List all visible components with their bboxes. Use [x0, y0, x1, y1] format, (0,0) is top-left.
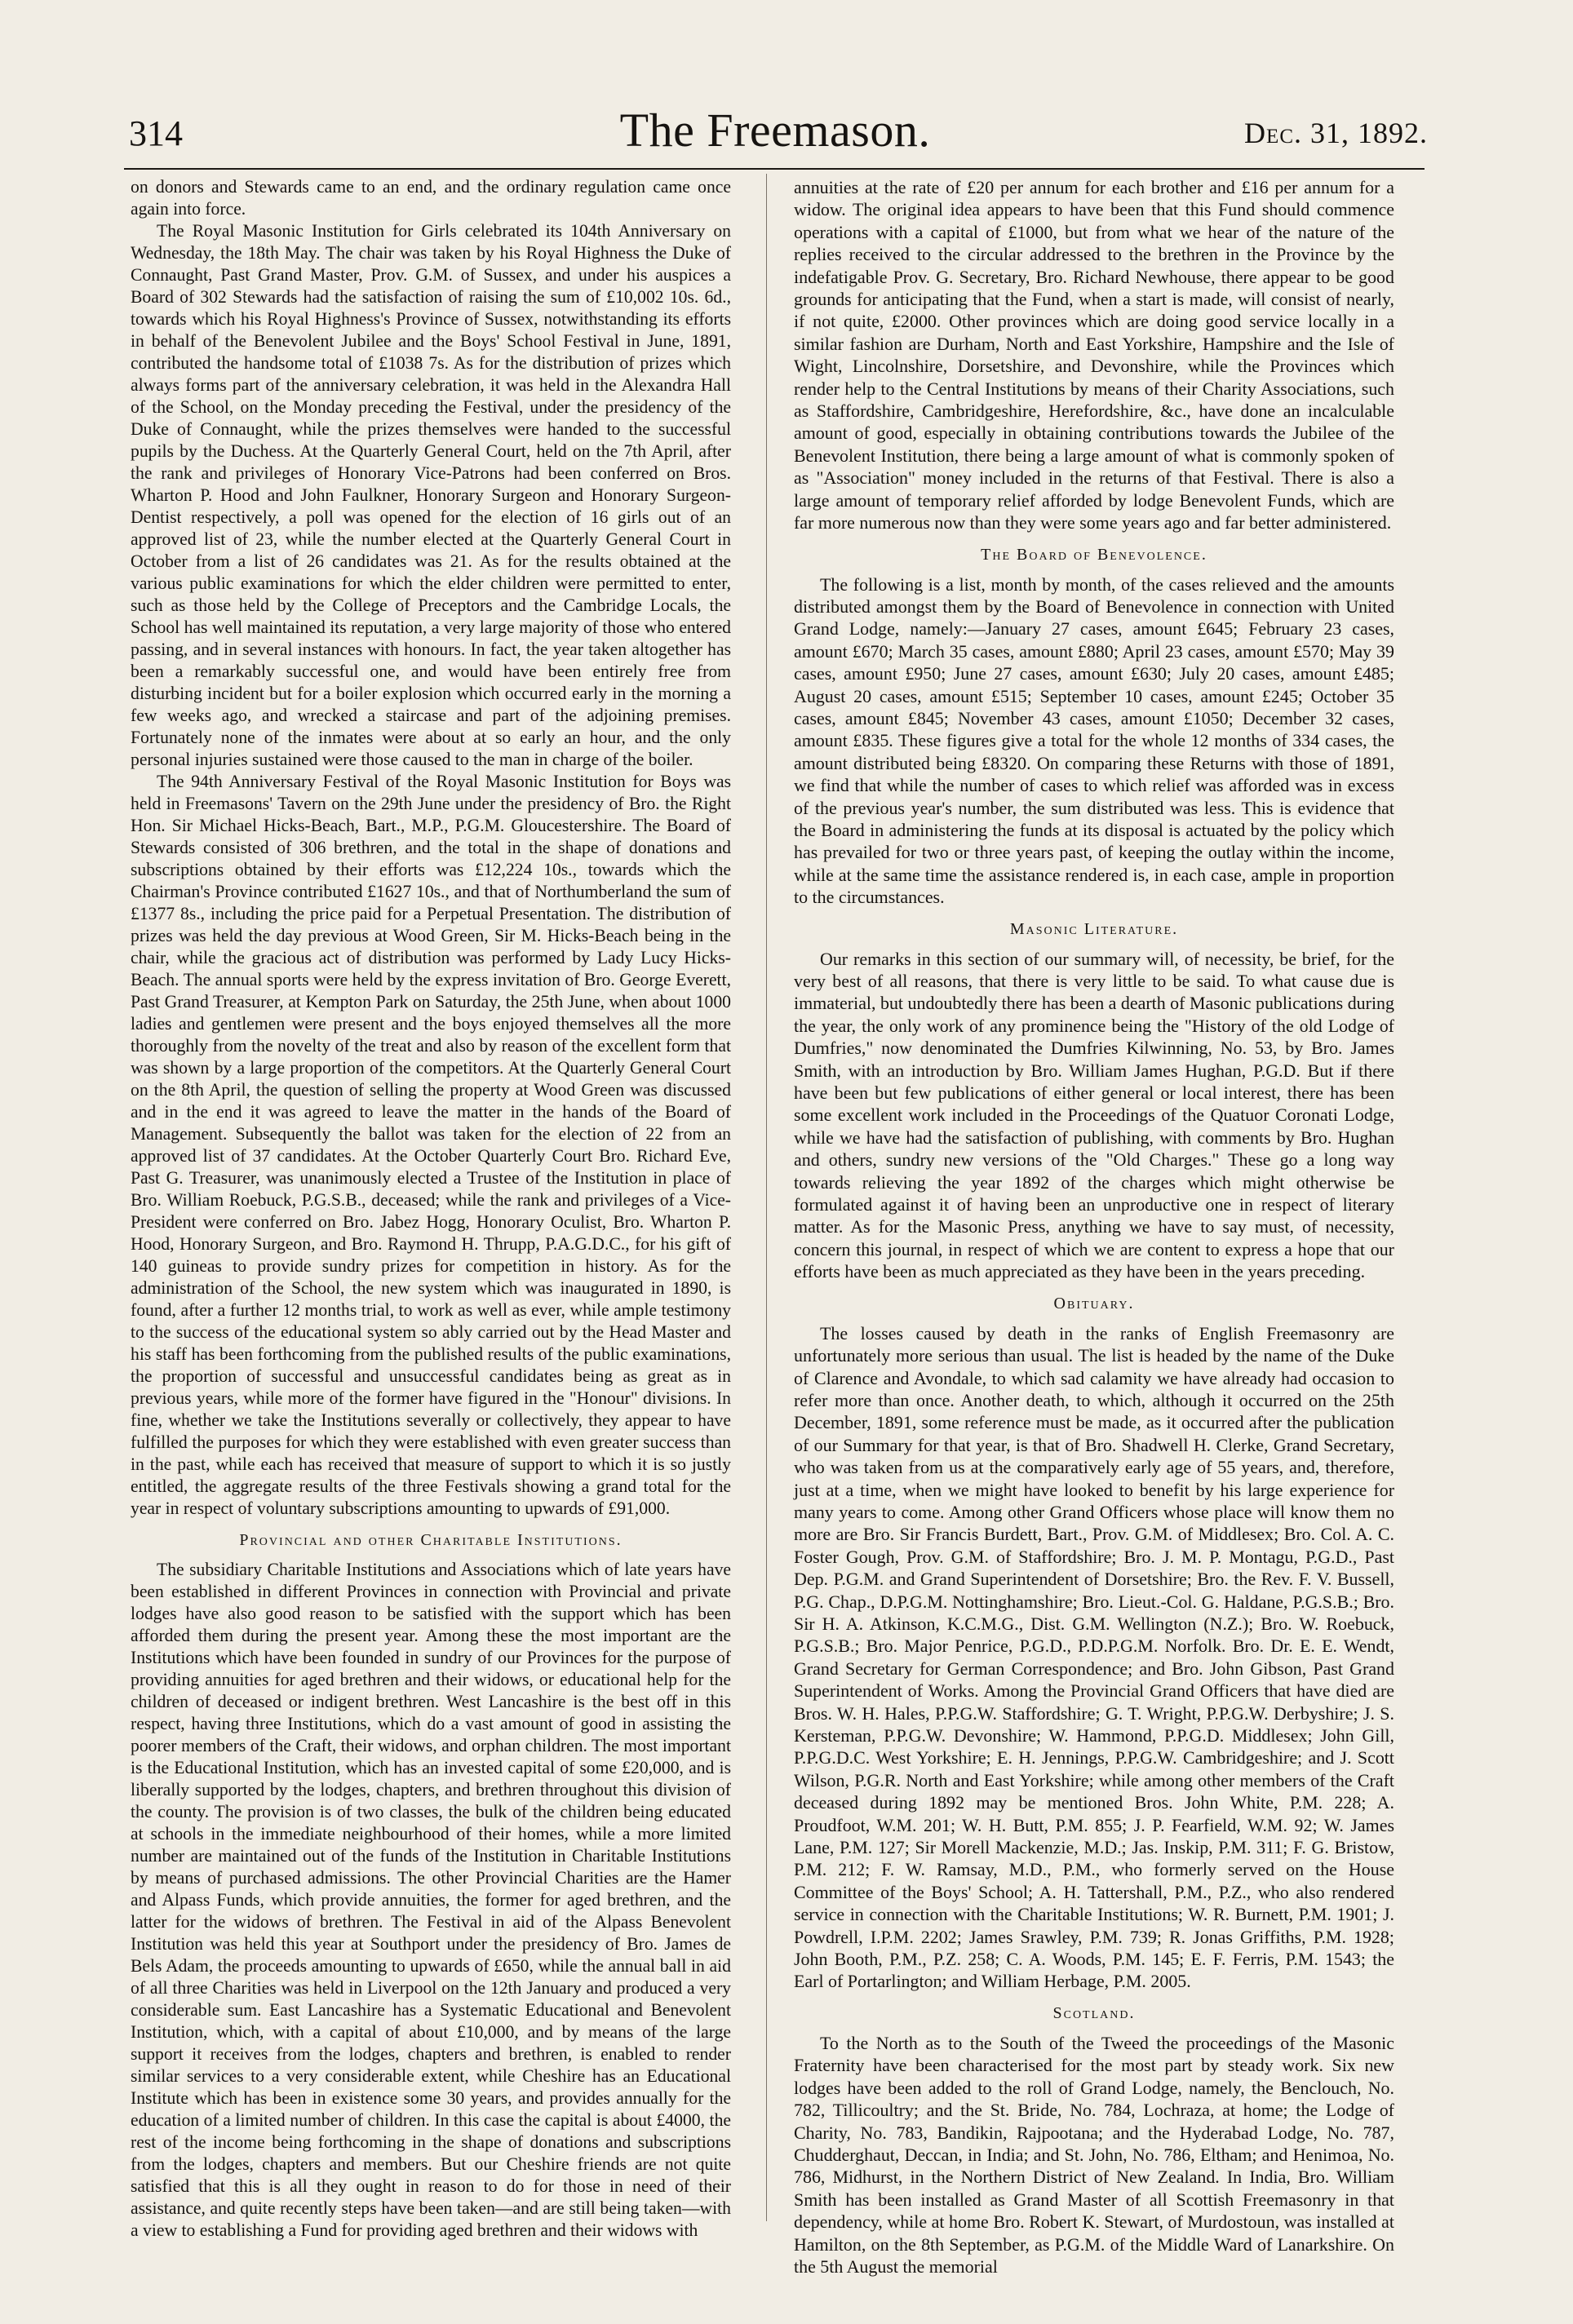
header-rule [124, 168, 1425, 170]
publication-title: The Freemason. [619, 104, 931, 157]
section-heading-literature: Masonic Literature. [1009, 919, 1179, 938]
left-column [131, 176, 731, 2242]
provincial-charities-paragraph: The subsidiary Charitable Institutions and Associations which of late years have been established in different Provinces in connection with Provincial and private lodges have also good reason to be satisfied with the support which has been afforded them during the present year. Among these the most important are the Institutions which have been founded in sundry of our Provinces for the purpose of providing annuities for aged brethren and their widows, or educational help for the children of deceased or indigent brethren. West Lancashire is the best off in this respect, having three Institutions, which do a vast amount of good in assisting the poorer members of the Craft, their widows, and orphan children. The most important is the Educational Institution, which has an invested capital of some £20,000, and is liberally supported by the lodges, chapters, and brethren throughout this division of the county. The provision is of two classes, the bulk of the children being educated at schools in the immediate neighbourhood of their homes, while a more limited number are maintained out of the funds of the Institution in Charitable Institutions by means of purchased admissions. The other Provincial Charities are the Hamer and Alpass Funds, which provide annuities, the former for aged brethren, and the latter for the widows of brethren. The Festival in aid of the Alpass Benevolent Institution was held this year at Southport under the presidency of Bro. James de Bels Adam, the proceeds amounting to upwards of £650, while the annual ball in aid of all three Charities was held in Liverpool on the 12th January and produced a very considerable sum. East Lancashire has a Systematic Educational and Benevolent Institution, which, with a capital of about £10,000, and by means of the large support it receives from the lodges, chapters and brethren, is enabled to render similar services to a very considerable extent, while Cheshire has an Educational Institute which has been in existence some 30 years, and provides annually for the education of a limited number of children. In this case the capital is about £4000, the rest of the income being forthcoming in the shape of donations and subscriptions from the lodges, chapters and members. But our Cheshire friends are not quite satisfied that this is all they ought in reason to do for those in need of their assistance, and quite recently steps have been taken—and are still being taken—with a view to establishing a Fund for providing aged brethren and their widows with [131, 1560, 731, 2240]
annuities-paragraph: annuities at the rate of £20 per annum for each brother and £16 per annum for a widow. The original idea appears to have been that this Fund should commence operations with a capital of £1000, but from what we hear of the nature of the replies received to the circular addressed to the brethren in the Province by the indefatigable Prov. G. Secretary, Bro. Richard Newhouse, there appear to be good grounds for anticipating that the Fund, when a start is made, will consist of nearly, if not quite, £2000. Other provinces which are doing good service locally in a similar fashion are Durham, North and East Yorkshire, Hampshire and the Isle of Wight, Lincolnshire, Dorsetshire, and Devonshire, while the Provinces which render help to the Central Institutions by means of their Charity Associations, such as Staffordshire, Cambridgeshire, Herefordshire, &c., have done an incalculable amount of good, especially in obtaining contributions towards the Jubilee of the Benevolent Institution, there being a large amount of what is commonly spoken of as "Association" money included in the returns of that Festival. There is also a large amount of temporary relief afforded by lodge Benevolent Funds, which are far more numerous now than they were some years ago and far better administered. [794, 177, 1394, 533]
obituary-paragraph: The losses caused by death in the ranks of English Freemasonry are unfortunately more serious than usual. The list is headed by the name of the Duke of Clarence and Avondale, to which sad calamity we have already had occasion to refer more than once. Another death, to which, although it occurred on the 25th December, 1891, some reference must be made, as it occurred after the publication of our Summary for that year, is that of Bro. Shadwell H. Clerke, Grand Secretary, who was taken from us at the comparatively early age of 55 years, and, therefore, just at a time, when we might have looked to benefit by his large experience for many years to come. Among other Grand Officers whose place will know them no more are Bro. Sir Francis Burdett, Bart., Prov. G.M. of Middlesex; Bro. Col. A. C. Foster Gough, Prov. G.M. of Staffordshire; Bro. J. M. P. Montagu, P.G.D., Past Dep. P.G.M. and Grand Superintendent of Dorsetshire; Bro. the Rev. F. V. Bussell, P.G. Chap., D.P.G.M. Nottinghamshire; Bro. Lieut.-Col. G. Haldane, P.G.S.B.; Bro. Sir H. A. Atkinson, K.C.M.G., Dist. G.M. Wellington (N.Z.); Bro. W. Roebuck, P.G.S.B.; Bro. Major Penrice, P.G.D., P.D.P.G.M. Norfolk. Bro. Dr. E. E. Wendt, Grand Secretary for German Correspondence; and Bro. John Gibson, Past Grand Superintendent of Works. Among the Provincial Grand Officers that have died are Bros. W. H. Hales, P.P.G.W. Staffordshire; G. T. Wright, P.P.G.W. Derbyshire; J. S. Kersteman, P.P.G.W. Devonshire; W. Hammond, P.P.G.D. Middlesex; John Gill, P.P.G.D.C. West Yorkshire; E. H. Jennings, P.P.G.W. Cambridgeshire; and J. Scott Wilson, P.G.R. North and East Yorkshire; while among other members of the Craft deceased during 1892 may be mentioned Bros. John White, P.M. 228; A. Proudfoot, W.M. 201; W. H. Butt, P.M. 855; J. P. Fearfield, W.M. 92; W. James Lane, P.M. 127; Sir Morell Mackenzie, M.D.; Jas. Inskip, P.M. 311; F. G. Bristow, P.M. 212; F. W. Ramsay, M.D., P.M., who formerly served on the House Committee of the Boys' School; A. H. Tattershall, P.M., P.Z., who also rendered service in connection with the Charitable Institutions; W. R. Burnett, P.M. 1901; J. Powdrell, I.P.M. 2202; James Srawley, P.M. 739; R. Jonas Griffiths, P.M. 1928; John Booth, P.M., P.Z. 258; C. A. Woods, P.M. 145; E. F. Ferris, P.M. 1543; the Earl of Portarlington; and William Herbage, P.M. 2005. [794, 1322, 1394, 1992]
page-number: 314 [129, 113, 183, 153]
masthead [122, 104, 1428, 162]
section-heading-obituary: Obituary. [1053, 1294, 1135, 1313]
section-heading-provincial: Provincial and other Charitable Institutions. [239, 1531, 623, 1549]
right-column [794, 176, 1394, 2278]
board-paragraph: The following is a list, month by month, of the cases relieved and the amounts distributed amongst them by the Board of Benevolence in connection with United Grand Lodge, namely:—January 27 cases, amount £645; February 23 cases, amount £670; March 35 cases, amount £880; April 23 cases, amount £570; May 39 cases, amount £950; June 27 cases, amount £630; July 20 cases, amount £485; August 20 cases, amount £515; September 10 cases, amount £245; October 35 cases, amount £845; November 43 cases, amount £1050; December 32 cases, amount £835. These figures give a total for the whole 12 months of 334 cases, the amount distributed being £8320. On comparing these Returns with those of 1891, we find that while the number of cases to which relief was afforded was in excess of the previous year's number, the sum distributed was less. This is evidence that the Board in administering the funds at its disposal is actuated by the policy which has prevailed for two or three years past, of keeping the outlay within the income, while at the same time the assistance rendered is, in each case, ample in proportion to the circumstances. [794, 573, 1394, 908]
column-divider [766, 174, 767, 2221]
section-heading-scotland: Scotland. [1052, 2003, 1136, 2022]
continued-paragraph: on donors and Stewards came to an end, and the ordinary regulation came once again into force. [131, 177, 731, 219]
literature-paragraph: Our remarks in this section of our summary will, of necessity, be brief, for the very best of all reasons, that there is very little to be said. To what cause due is immaterial, but undoubtedly there has been a dearth of Masonic publications during the year, the only work of any prominence being the "History of the old Lodge of Dumfries," now denominated the Dumfries Kilwinning, No. 53, by Bro. James Smith, with an introduction by Bro. William James Hughan, P.G.D. But if there have been but few publications of either general or local interest, there has been some excellent work included in the Proceedings of the Quatuor Coronati Lodge, while we have had the satisfaction of publishing, with comments by Bro. Hughan and others, sundry new versions of the "Old Charges." These go a long way towards relieving the year 1892 of the charges which might otherwise be formulated against it of having been an unproductive one in respect of literary matter. As for the Masonic Press, anything we have to say must, of necessity, concern this journal, in respect of which we are content to express a hope that our efforts have been as much appreciated as they have been in the years preceding. [794, 948, 1394, 1282]
issue-date: Dec. 31, 1892. [1244, 117, 1428, 149]
section-heading-board: The Board of Benevolence. [981, 545, 1207, 564]
scotland-paragraph: To the North as to the South of the Tweed the proceedings of the Masonic Fraternity have been characterised for the most part by steady work. Six new lodges have been added to the roll of Grand Lodge, namely, the Benclouch, No. 782, Tillicoultry; and the St. Bride, No. 784, Lochraza, at home; the Lodge of Charity, No. 783, Bandikin, Rajpootana; and the Hyderabad Lodge, No. 787, Chudderghaut, Deccan, in India; and St. John, No. 786, Eltham; and Henimoa, No. 786, Midhurst, in the Northern District of New Zealand. In India, Bro. William Smith has been installed as Grand Master of all Scottish Freemasonry in that dependency, while at home Bro. Robert K. Stewart, of Murdostoun, was installed at Hamilton, on the 8th September, as P.G.M. of the Middle Ward of Lanarkshire. On the 5th August the memorial [794, 2032, 1394, 2277]
boys-school-paragraph: The 94th Anniversary Festival of the Royal Masonic Institution for Boys was held in Freemasons' Tavern on the 29th June under the presidency of Bro. the Right Hon. Sir Michael Hicks-Beach, Bart., M.P., P.G.M. Gloucestershire. The Board of Stewards consisted of 306 brethren, and the total in the shape of donations and subscriptions obtained by their efforts was £12,224 10s., towards which the Chairman's Province contributed £1627 10s., and that of Northumberland the sum of £1377 8s., including the price paid for a Perpetual Presentation. The distribution of prizes was held the day previous at Wood Green, Sir M. Hicks-Beach being in the chair, while the gracious act of distribution was performed by Lady Lucy Hicks-Beach. The annual sports were held by the express invitation of Bro. George Everett, Past Grand Treasurer, at Kempton Park on Saturday, the 25th June, when about 1000 ladies and gentlemen were present and the boys enjoyed themselves all the more thoroughly from the novelty of the treat and also by reason of the excellent form that was shown by a large proportion of the competitors. At the Quarterly General Court on the 8th April, the question of selling the property at Wood Green was discussed and in the end it was agreed to leave the matter in the hands of the Board of Management. Subsequently the ballot was taken for the election of 22 from an approved list of 37 candidates. At the October Quarterly Court Bro. Richard Eve, Past G. Treasurer, was unanimously elected a Trustee of the Institution in place of Bro. William Roebuck, P.G.S.B., deceased; while the rank and privileges of a Vice-President were conferred on Bro. Jabez Hogg, Honorary Oculist, Bro. Wharton P. Hood, Honorary Surgeon, and Bro. Raymond H. Thrupp, P.A.G.D.C., for his gift of 140 guineas to provide sundry prizes for competition in history. As for the administration of the School, the new system which was inaugurated in 1890, is found, after a further 12 months trial, to work as well as ever, while ample testimony to the success of the educational system so ably carried out by the Head Master and his staff has been forthcoming from the published results of the public examinations, the proportion of successful and unsuccessful candidates being as great as in previous years, while more of the former have figured in the "Honour" divisions. In fine, whether we take the Institutions severally or collectively, they appear to have fulfilled the purposes for which they were established with even greater success than in the past, while each has received that measure of support to which it is so justly entitled, the aggregate results of the three Festivals showing a grand total for the year in respect of voluntary subscriptions amounting to upwards of £91,000. [131, 772, 731, 1518]
girls-school-paragraph: The Royal Masonic Institution for Girls celebrated its 104th Anniversary on Wednesday, the 18th May. The chair was taken by his Royal Highness the Duke of Connaught, Past Grand Master, Prov. G.M. of Sussex, and under his auspices a Board of 302 Stewards had the satisfaction of raising the sum of £10,002 10s. 6d., towards which his Royal Highness's Province of Sussex, notwithstanding its efforts in behalf of the Benevolent Jubilee and the Boys' School Festival in June, 1891, contributed the handsome total of £1038 7s. As for the distribution of prizes which always forms part of the anniversary celebration, it was held in the Alexandra Hall of the School, on the Monday preceding the Festival, under the presidency of the Duke of Connaught, while the prizes themselves were handed to the successful pupils by the Duchess. At the Quarterly General Court, held on the 7th April, after the rank and privileges of Honorary Vice-Patrons had been conferred on Bros. Wharton P. Hood and John Faulkner, Honorary Surgeon and Honorary Surgeon-Dentist respectively, a poll was opened for the election of 16 girls out of an approved list of 23, while the number elected at the Quarterly General Court in October from a list of 26 candidates was 21. As for the results obtained at the various public examinations for which the elder children were permitted to enter, such as those held by the College of Preceptors and the Cambridge Locals, the School has well maintained its reputation, a very large majority of those who entered passing, and in several instances with honours. In fact, the year taken altogether has been a remarkably successful one, and would have been entirely free from disturbing incident but for a boiler explosion which occurred early in the morning a few weeks ago, and wrecked a staircase and part of the adjoining premises. Fortunately none of the inmates were about at so early an hour, and the only personal injuries sustained were those caused to the man in charge of the boiler. [131, 221, 731, 769]
